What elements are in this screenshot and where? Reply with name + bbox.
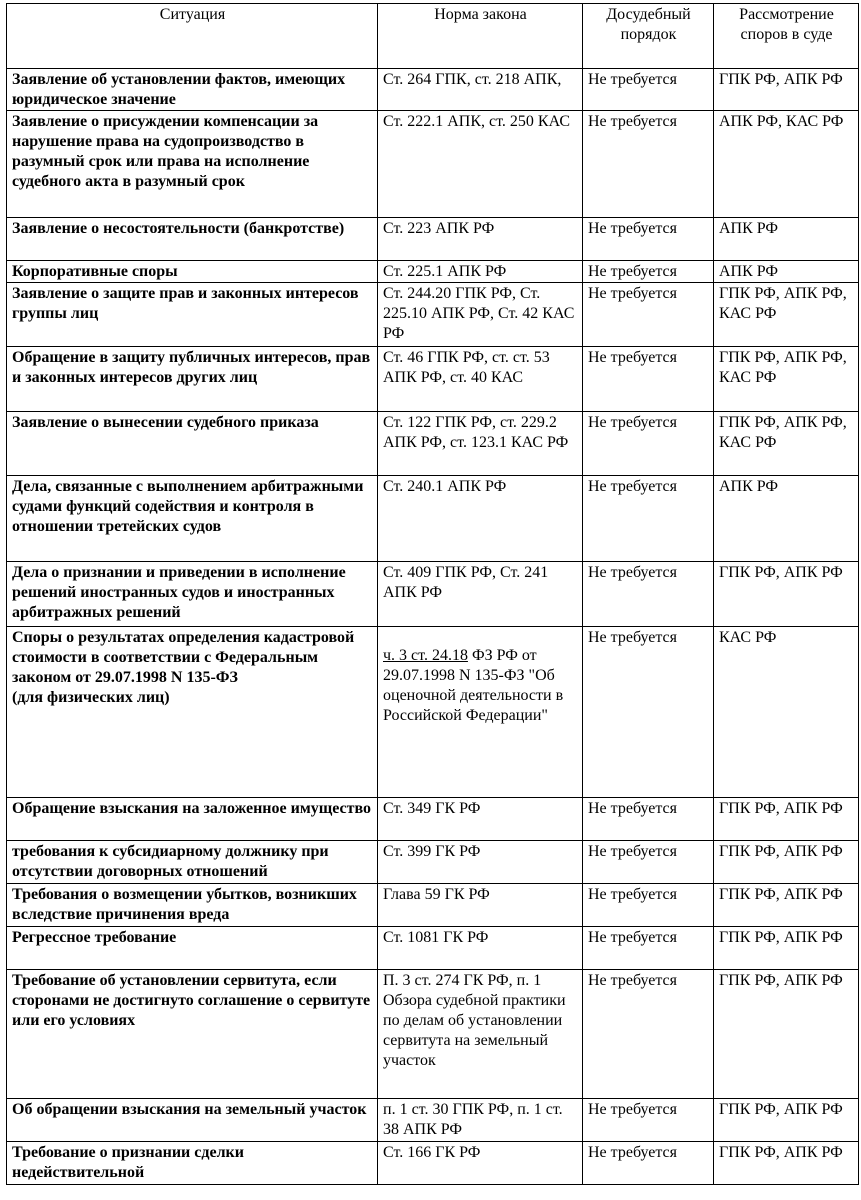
pretrial-cell: Не требуется (583, 261, 714, 283)
pretrial-cell: Не требуется (583, 884, 714, 927)
header-row (7, 4, 859, 69)
situation-cell: Споры о результатах определения кадастровой стоимости в соответствии с Федеральным законом от 29.07.1998 N 135-ФЗ (для физических лиц) (7, 627, 378, 798)
table-row (7, 412, 859, 476)
table-row (7, 476, 859, 562)
situation-cell: Требования о возмещении убытков, возникших вследствие причинения вреда (7, 884, 378, 927)
situation-cell: Регрессное требование (7, 927, 378, 970)
situation-cell: Заявление о защите прав и законных интересов группы лиц (7, 283, 378, 347)
norm-cell: Ст. 46 ГПК РФ, ст. ст. 53 АПК РФ, ст. 40 КАС (378, 347, 583, 412)
table-row (7, 111, 859, 218)
pretrial-cell: Не требуется (583, 1099, 714, 1142)
norm-cell: Ст. 225.1 АПК РФ (378, 261, 583, 283)
norm-cell: Ст. 122 ГПК РФ, ст. 229.2 АПК РФ, ст. 123.1 КАС РФ (378, 412, 583, 476)
court-cell: ГПК РФ, АПК РФ (714, 1099, 859, 1142)
pretrial-cell: Не требуется (583, 283, 714, 347)
norm-cell: Ст. 349 ГК РФ (378, 798, 583, 841)
situation-cell: Об обращении взыскания на земельный участок (7, 1099, 378, 1142)
situation-cell: Заявление о вынесении судебного приказа (7, 412, 378, 476)
table-row (7, 798, 859, 841)
norm-cell: Ст. 240.1 АПК РФ (378, 476, 583, 562)
pretrial-cell: Не требуется (583, 562, 714, 627)
pretrial-cell: Не требуется (583, 798, 714, 841)
norm-link[interactable]: ч. 3 ст. 24.18 (383, 647, 468, 664)
court-cell: ГПК РФ, АПК РФ, КАС РФ (714, 283, 859, 347)
pretrial-cell: Не требуется (583, 69, 714, 111)
situation-cell: Дела о признании и приведении в исполнение решений иностранных судов и иностранных арбитражных решений (7, 562, 378, 627)
norm-cell (378, 627, 583, 798)
table-row (7, 884, 859, 927)
table-row (7, 562, 859, 627)
court-cell: ГПК РФ, АПК РФ (714, 927, 859, 970)
table-row (7, 970, 859, 1099)
situation-cell: Корпоративные споры (7, 261, 378, 283)
header-norm: Норма закона (378, 4, 583, 69)
court-cell: АПК РФ (714, 476, 859, 562)
norm-cell: Ст. 1081 ГК РФ (378, 927, 583, 970)
norm-cell: Ст. 399 ГК РФ (378, 841, 583, 884)
table-row (7, 347, 859, 412)
pretrial-cell: Не требуется (583, 111, 714, 218)
disputes-table (6, 3, 859, 1185)
table-row (7, 627, 859, 798)
header-pretrial: Досудебный порядок (583, 4, 714, 69)
court-cell: ГПК РФ, АПК РФ, КАС РФ (714, 412, 859, 476)
pretrial-cell: Не требуется (583, 218, 714, 261)
norm-cell: П. 3 ст. 274 ГК РФ, п. 1 Обзора судебной практики по делам об установлении сервитута на земельный участок (378, 970, 583, 1099)
court-cell: АПК РФ, КАС РФ (714, 111, 859, 218)
situation-cell: Заявление об установлении фактов, имеющих юридическое значение (7, 69, 378, 111)
norm-text: ФЗ РФ от 29.07.1998 N 135-ФЗ "Об оценочной деятельности в Российской Федерации" (383, 647, 564, 724)
pretrial-cell: Не требуется (583, 1142, 714, 1185)
situation-cell: Требование о признании сделки недействительной (7, 1142, 378, 1185)
situation-cell: Требование об установлении сервитута, если сторонами не достигнуто соглашение о сервитуте или его условиях (7, 970, 378, 1099)
pretrial-cell: Не требуется (583, 476, 714, 562)
situation-cell: Дела, связанные с выполнением арбитражными судами функций содействия и контроля в отношении третейских судов (7, 476, 378, 562)
court-cell: АПК РФ (714, 261, 859, 283)
pretrial-cell: Не требуется (583, 841, 714, 884)
court-cell: ГПК РФ, АПК РФ (714, 841, 859, 884)
situation-cell: Заявление о присуждении компенсации за нарушение права на судопроизводство в разумный срок или права на исполнение судебного акта в разумный срок (7, 111, 378, 218)
norm-cell: Глава 59 ГК РФ (378, 884, 583, 927)
table-row (7, 1142, 859, 1185)
header-court: Рассмотрение споров в суде (714, 4, 859, 69)
table-row (7, 69, 859, 111)
norm-cell: Ст. 244.20 ГПК РФ, Ст. 225.10 АПК РФ, Ст. 42 КАС РФ (378, 283, 583, 347)
table-row (7, 261, 859, 283)
pretrial-cell: Не требуется (583, 412, 714, 476)
court-cell: ГПК РФ, АПК РФ (714, 1142, 859, 1185)
table-row (7, 218, 859, 261)
pretrial-cell: Не требуется (583, 927, 714, 970)
norm-cell: Ст. 166 ГК РФ (378, 1142, 583, 1185)
table-row (7, 841, 859, 884)
table-row (7, 927, 859, 970)
situation-cell: Обращение взыскания на заложенное имущество (7, 798, 378, 841)
court-cell: ГПК РФ, АПК РФ (714, 562, 859, 627)
situation-cell: требования к субсидиарному должнику при отсутствии договорных отношений (7, 841, 378, 884)
table-row (7, 1099, 859, 1142)
table-row (7, 283, 859, 347)
pretrial-cell: Не требуется (583, 347, 714, 412)
court-cell: ГПК РФ, АПК РФ (714, 798, 859, 841)
pretrial-cell: Не требуется (583, 627, 714, 798)
court-cell: ГПК РФ, АПК РФ (714, 884, 859, 927)
situation-cell: Заявление о несостоятельности (банкротстве) (7, 218, 378, 261)
court-cell: ГПК РФ, АПК РФ (714, 970, 859, 1099)
pretrial-cell: Не требуется (583, 970, 714, 1099)
court-cell: ГПК РФ, АПК РФ (714, 69, 859, 111)
norm-cell: Ст. 223 АПК РФ (378, 218, 583, 261)
court-cell: ГПК РФ, АПК РФ, КАС РФ (714, 347, 859, 412)
norm-cell: п. 1 ст. 30 ГПК РФ, п. 1 ст. 38 АПК РФ (378, 1099, 583, 1142)
norm-cell: Ст. 264 ГПК, ст. 218 АПК, (378, 69, 583, 111)
norm-cell: Ст. 409 ГПК РФ, Ст. 241 АПК РФ (378, 562, 583, 627)
situation-cell: Обращение в защиту публичных интересов, прав и законных интересов других лиц (7, 347, 378, 412)
norm-cell: Ст. 222.1 АПК, ст. 250 КАС (378, 111, 583, 218)
court-cell: АПК РФ (714, 218, 859, 261)
court-cell: КАС РФ (714, 627, 859, 798)
header-situation: Ситуация (7, 4, 378, 69)
